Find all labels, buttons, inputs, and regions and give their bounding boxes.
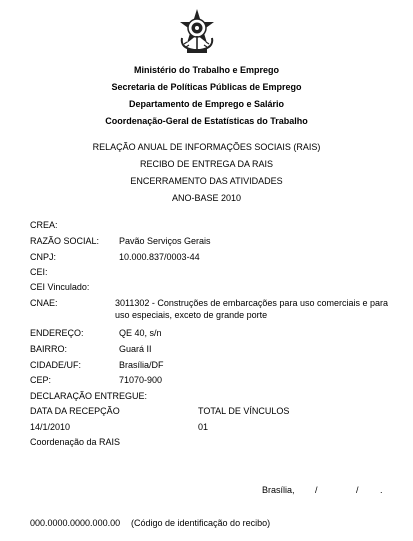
- document-title: [0, 139, 413, 207]
- header-line: Departamento de Emprego e Salário: [128, 99, 285, 109]
- city-label: Brasília,: [262, 485, 295, 495]
- cidade-uf-label: CIDADE/UF:: [30, 360, 82, 370]
- cnpj-label: CNPJ:: [30, 252, 57, 262]
- cnae-label: CNAE:: [30, 298, 58, 308]
- cei-vinculado-label: CEI Vinculado:: [30, 282, 90, 292]
- title-line: ENCERRAMENTO DAS ATIVIDADES: [130, 176, 283, 186]
- cep-value: 71070-900: [119, 375, 163, 385]
- cei-label: CEI:: [30, 267, 48, 277]
- data-recepcao-value: 14/1/2010: [30, 422, 71, 432]
- razao-social-value: Pavão Serviços Gerais: [119, 236, 211, 246]
- ministry-header: [0, 62, 413, 130]
- header-line: Coordenação-Geral de Estatísticas do Trabalho: [105, 116, 308, 126]
- endereco-label: ENDEREÇO:: [30, 328, 84, 338]
- coordenacao-label: Coordenação da RAIS: [30, 437, 121, 447]
- cnpj-value: 10.000.837/0003-44: [119, 252, 200, 262]
- header-line: Ministério do Trabalho e Emprego: [133, 65, 280, 75]
- bairro-value: Guará II: [119, 344, 152, 354]
- crea-label: CREA:: [30, 220, 58, 230]
- data-recepcao-label: DATA DA RECEPÇÃO: [30, 406, 120, 416]
- date-separator: /: [315, 485, 318, 495]
- total-vinculos-value: 01: [198, 422, 209, 432]
- cep-label: CEP:: [30, 375, 52, 385]
- receipt-code-caption: (Código de identificação do recibo): [131, 518, 271, 528]
- header-line: Secretaria de Políticas Públicas de Emprego: [111, 82, 302, 92]
- total-vinculos-label: TOTAL DE VÍNCULOS: [198, 406, 290, 416]
- cnae-value: 3011302 - Construções de embarcações para uso comerciais e para uso especiais, exceto de grande porte: [115, 298, 388, 320]
- title-line: ANO-BASE 2010: [171, 193, 242, 203]
- bairro-label: BAIRRO:: [30, 344, 68, 354]
- date-end: .: [380, 485, 383, 495]
- title-line: RECIBO DE ENTREGA DA RAIS: [139, 159, 274, 169]
- title-line: RELAÇÃO ANUAL DE INFORMAÇÕES SOCIAIS (RAIS): [92, 142, 321, 152]
- receipt-code: 000.0000.0000.000.00: [30, 518, 121, 528]
- declaracao-label: DECLARAÇÃO ENTREGUE:: [30, 391, 148, 401]
- brazil-coat-of-arms-icon: [176, 8, 218, 54]
- razao-social-label: RAZÃO SOCIAL:: [30, 236, 100, 246]
- endereco-value: QE 40, s/n: [119, 328, 162, 338]
- cidade-uf-value: Brasília/DF: [119, 360, 164, 370]
- date-separator: /: [356, 485, 359, 495]
